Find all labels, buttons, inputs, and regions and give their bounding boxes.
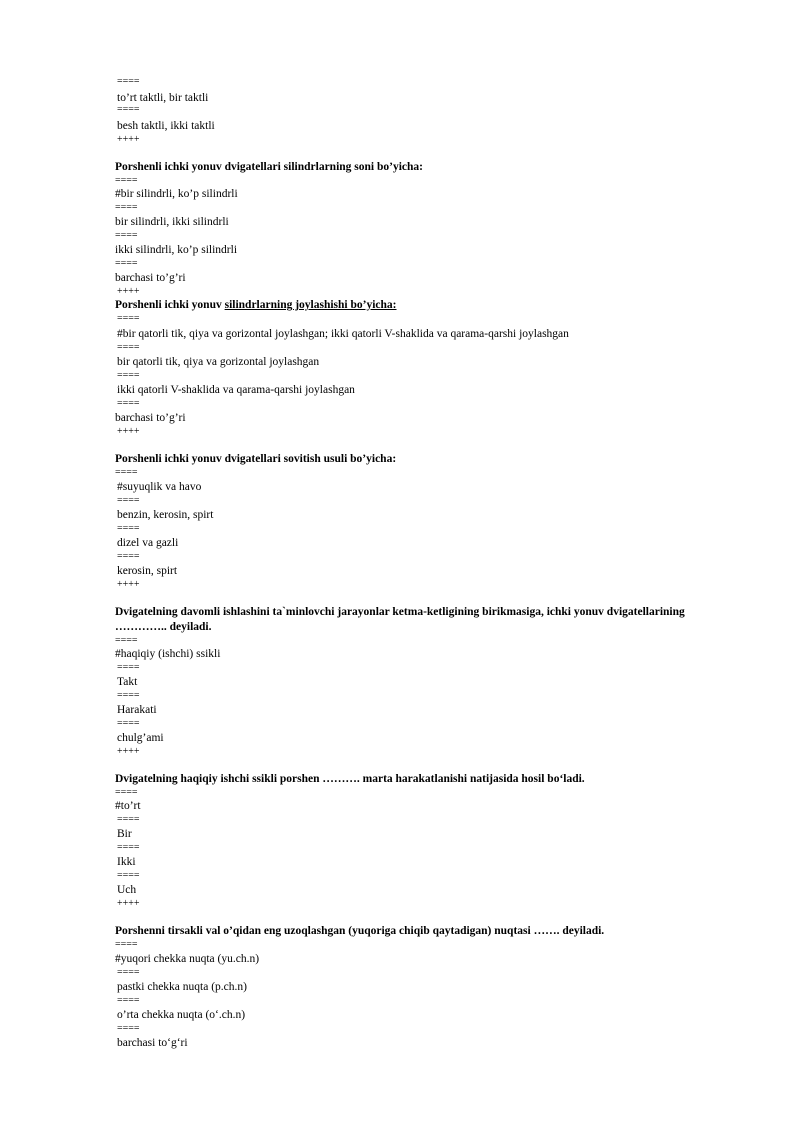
separator: ==== [117, 398, 140, 409]
separator: ==== [115, 939, 138, 950]
separator: ==== [117, 995, 140, 1006]
answer-option-correct: #yuqori chekka nuqta (yu.ch.n) [115, 953, 260, 965]
separator: ==== [117, 523, 140, 534]
separator: ==== [117, 870, 140, 881]
answer-option: pastki chekka nuqta (p.ch.n) [117, 981, 247, 993]
answer-option: barchasi to‘g‘ri [117, 1037, 188, 1049]
answer-option: Bir [117, 828, 132, 840]
question-end-marker: ++++ [117, 426, 140, 437]
separator: ==== [115, 230, 138, 241]
separator: ==== [115, 175, 138, 186]
separator: ==== [117, 967, 140, 978]
question-text-underlined: silindrlarning joylashishi bo’yicha: [224, 299, 397, 311]
separator: ==== [117, 690, 140, 701]
answer-option: Ikki [117, 856, 136, 868]
separator: ==== [117, 76, 140, 87]
answer-option: Harakati [117, 704, 157, 716]
answer-option-correct: #bir silindrli, ko’p silindrli [115, 188, 238, 200]
answer-option: to’rt taktli, bir taktli [117, 92, 209, 104]
question-text: ………….. deyiladi. [115, 621, 212, 633]
answer-option-correct: #bir qatorli tik, qiya va gorizontal joylashgan; ikki qatorli V-shaklida va qarama-qarshi joylashgan [117, 328, 569, 340]
answer-option-correct: #to’rt [115, 800, 141, 812]
question-end-marker: ++++ [117, 898, 140, 909]
question-end-marker: ++++ [117, 286, 140, 297]
separator: ==== [115, 467, 138, 478]
question-text: Porshenni tirsakli val o’qidan eng uzoqlashgan (yuqoriga chiqib qaytadigan) nuqtasi ……. deyiladi. [115, 925, 605, 937]
answer-option: bir qatorli tik, qiya va gorizontal joylashgan [117, 356, 320, 368]
answer-option: ikki qatorli V-shaklida va qarama-qarshi joylashgan [117, 384, 355, 396]
answer-option-correct: #suyuqlik va havo [117, 481, 202, 493]
answer-option: kerosin, spirt [117, 565, 178, 577]
question-end-marker: ++++ [117, 579, 140, 590]
separator: ==== [117, 718, 140, 729]
question-end-marker: ++++ [117, 134, 140, 145]
answer-option: benzin, kerosin, spirt [117, 509, 214, 521]
answer-option: ikki silindrli, ko’p silindrli [115, 244, 238, 256]
separator: ==== [117, 495, 140, 506]
answer-option: barchasi to’g’ri [115, 412, 186, 424]
question-text: Porshenli ichki yonuv dvigatellari silindrlarning soni bo’yicha: [115, 161, 423, 173]
answer-option: besh taktli, ikki taktli [117, 120, 215, 132]
answer-option: bir silindrli, ikki silindrli [115, 216, 229, 228]
question-text-part: Porshenli ichki yonuv [115, 299, 225, 311]
separator: ==== [115, 787, 138, 798]
answer-option: o’rta chekka nuqta (o‘.ch.n) [117, 1009, 246, 1021]
separator: ==== [117, 662, 140, 673]
separator: ==== [115, 635, 138, 646]
question-text [115, 298, 397, 312]
separator: ==== [117, 551, 140, 562]
separator: ==== [115, 202, 138, 213]
answer-option: Uch [117, 884, 137, 896]
separator: ==== [117, 313, 140, 324]
answer-option-correct: #haqiqiy (ishchi) ssikli [115, 648, 221, 660]
separator: ==== [117, 814, 140, 825]
answer-option: chulg’ami [117, 732, 164, 744]
separator: ==== [115, 258, 138, 269]
answer-option: Takt [117, 676, 138, 688]
answer-option: barchasi to’g’ri [115, 272, 186, 284]
separator: ==== [117, 370, 140, 381]
question-end-marker: ++++ [117, 746, 140, 757]
separator: ==== [117, 104, 140, 115]
question-text: Dvigatelning haqiqiy ishchi ssikli porshen ………. marta harakatlanishi natijasida hosil bo‘ladi. [115, 773, 585, 785]
answer-option: dizel va gazli [117, 537, 179, 549]
question-text: Porshenli ichki yonuv dvigatellari sovitish usuli bo’yicha: [115, 453, 397, 465]
separator: ==== [117, 342, 140, 353]
question-text: Dvigatelning davomli ishlashini ta`minlovchi jarayonlar ketma-ketligining birikmasiga, ichki yonuv dvigatellarining [115, 606, 685, 618]
separator: ==== [117, 842, 140, 853]
separator: ==== [117, 1023, 140, 1034]
